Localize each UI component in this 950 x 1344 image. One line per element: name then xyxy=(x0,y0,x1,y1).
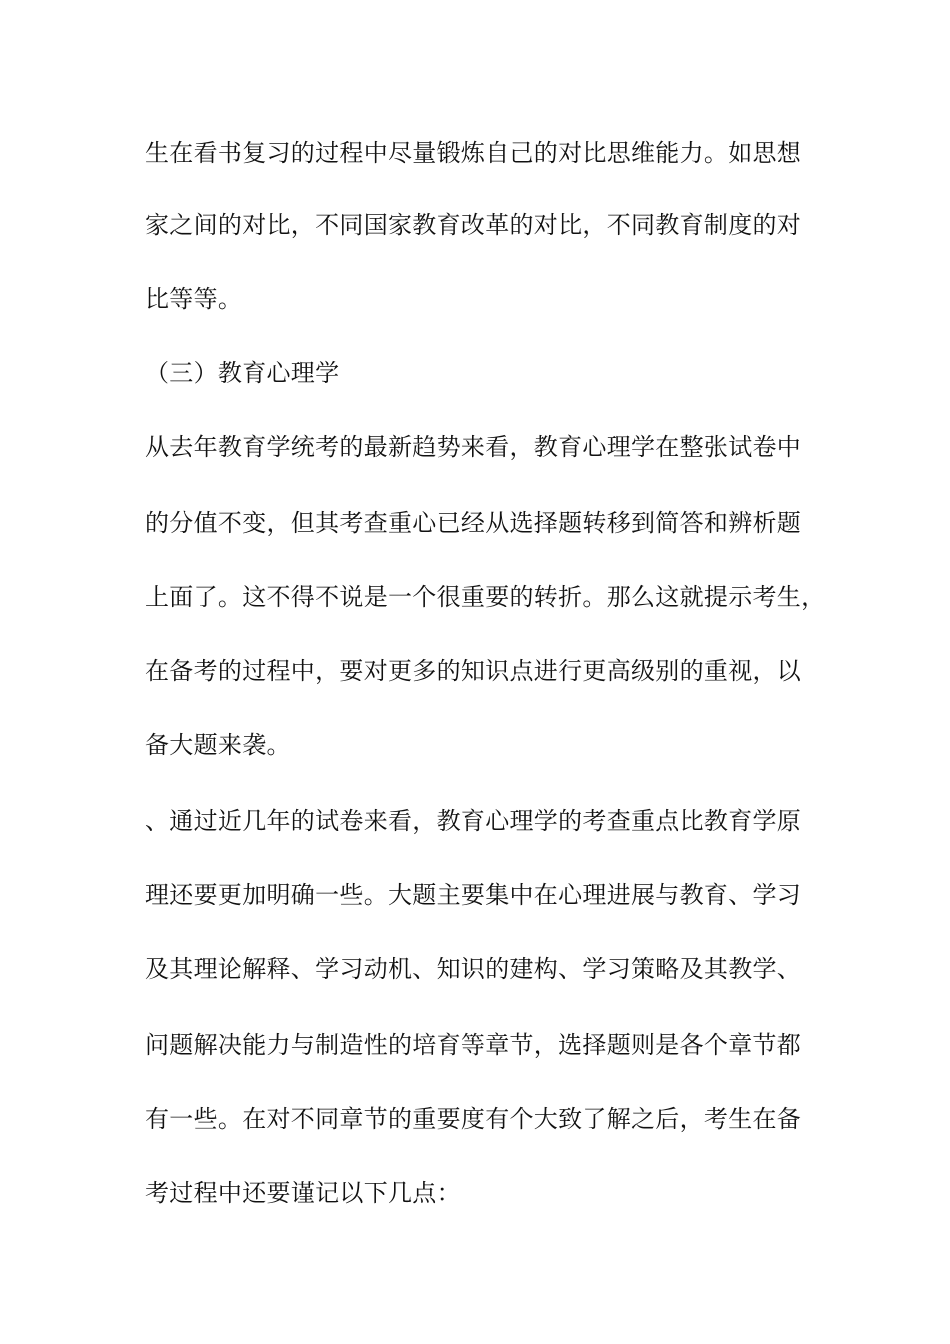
paragraph-line: 考过程中还要谨记以下几点： xyxy=(145,1179,461,1207)
paragraph-line: 问题解决能力与制造性的培育等章节，选择题则是各个章节都 xyxy=(145,1031,802,1059)
paragraph-line: 的分值不变，但其考查重心已经从选择题转移到简答和辨析题 xyxy=(145,509,802,537)
paragraph-line: 生在看书复习的过程中尽量锻炼自己的对比思维能力。如思想 xyxy=(145,139,802,167)
paragraph-line: 及其理论解释、学习动机、知识的建构、学习策略及其教学、 xyxy=(145,955,802,983)
section-heading: （三）教育心理学 xyxy=(145,359,340,387)
paragraph-line: 从去年教育学统考的最新趋势来看，教育心理学在整张试卷中 xyxy=(145,433,802,461)
paragraph-line: 上面了。这不得不说是一个很重要的转折。那么这就提示考生， xyxy=(145,583,826,611)
paragraph-line: 、通过近几年的试卷来看，教育心理学的考查重点比教育学原 xyxy=(145,807,802,835)
paragraph-line: 比等等。 xyxy=(145,285,243,313)
paragraph-line: 备大题来袭。 xyxy=(145,731,291,759)
paragraph-line: 在备考的过程中，要对更多的知识点进行更高级别的重视，以 xyxy=(145,657,802,685)
paragraph-line: 家之间的对比，不同国家教育改革的对比，不同教育制度的对 xyxy=(145,211,802,239)
paragraph-line: 理还要更加明确一些。大题主要集中在心理进展与教育、学习 xyxy=(145,881,802,909)
paragraph-line: 有一些。在对不同章节的重要度有个大致了解之后，考生在备 xyxy=(145,1105,802,1133)
